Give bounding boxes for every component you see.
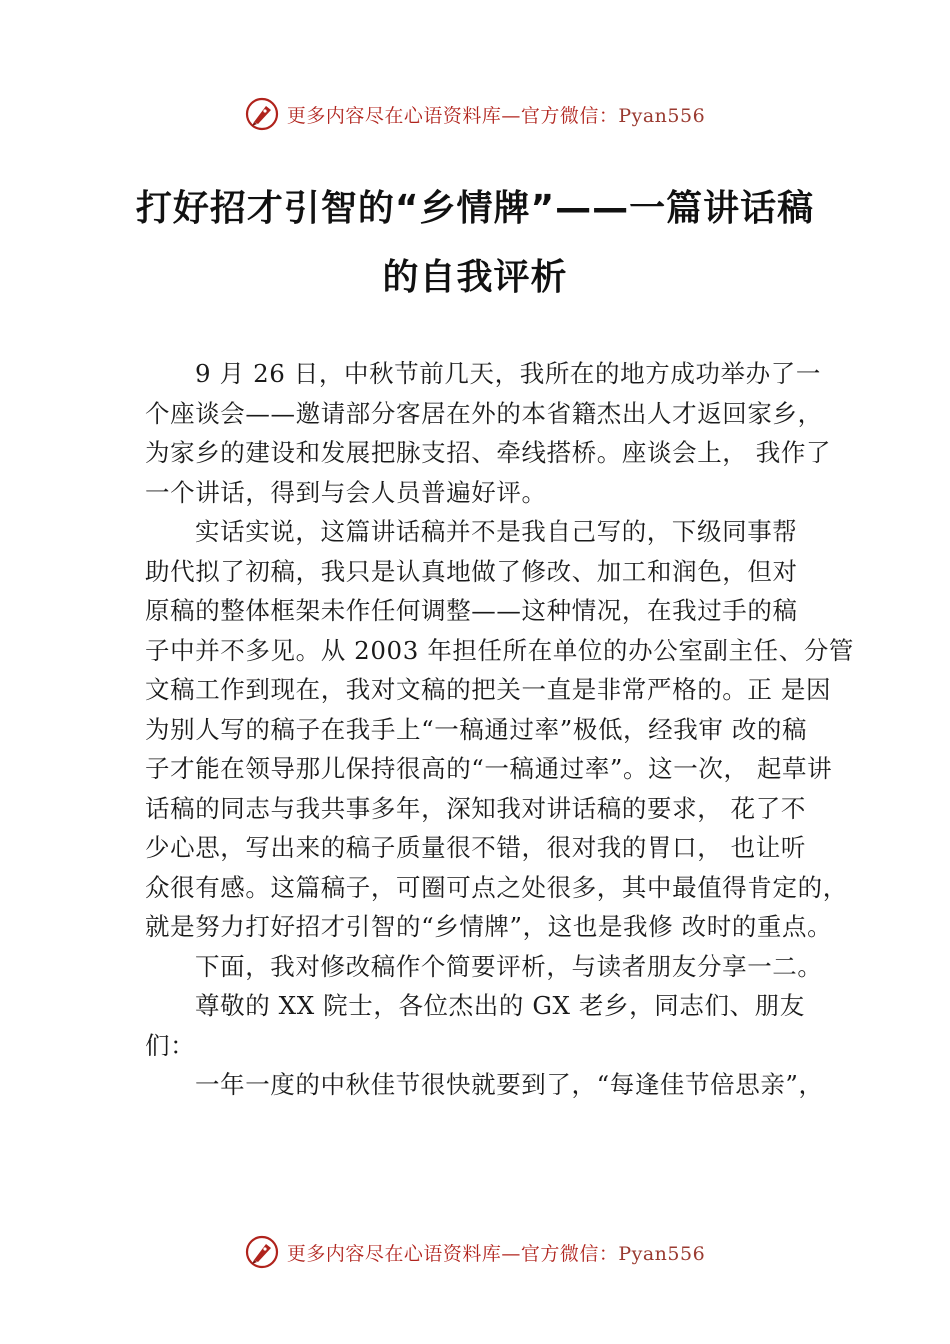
banner-label: 更多内容尽在心语资料库—官方微信： xyxy=(286,1242,619,1265)
body-line: 话稿的同志与我共事多年，深知我对讲话稿的要求， 花了不 xyxy=(145,793,806,823)
body-line: 众很有感。这篇稿子，可圈可点之处很多，其中最值得肯定的， xyxy=(145,872,848,902)
body-line: 为别人写的稿子在我手上“一稿通过率”极低，经我审 改的稿 xyxy=(145,714,808,744)
body-line: 尊敬的 XX 院士，各位杰出的 GX 老乡，同志们、朋友 xyxy=(195,991,805,1020)
banner-label: 更多内容尽在心语资料库—官方微信： xyxy=(286,104,619,127)
body-line: 文稿工作到现在，我对文稿的把关一直是非常严格的。正 是因 xyxy=(145,675,832,704)
pen-nib-logo-icon xyxy=(245,1235,279,1269)
body-line: 子才能在领导那儿保持很高的“一稿通过率”。这一次， 起草讲 xyxy=(145,754,833,783)
document-title-line-2: 的自我评析 xyxy=(382,257,568,298)
body-line: 原稿的整体框架未作任何调整——这种情况，在我过手的稿 xyxy=(145,596,798,625)
footer-banner xyxy=(0,1232,950,1272)
header-banner xyxy=(0,94,950,134)
body-line: 9 月 26 日，中秋节前几天，我所在的地方成功举办了一 xyxy=(195,359,821,388)
body-line: 一年一度的中秋佳节很快就要到了，“每逢佳节倍思亲”， xyxy=(195,1070,824,1099)
body-line: 助代拟了初稿，我只是认真地做了修改、加工和润色，但对 xyxy=(145,556,798,586)
wechat-id: Pyan556 xyxy=(618,104,706,127)
banner-text xyxy=(287,101,705,128)
banner-text xyxy=(287,1239,705,1266)
wechat-id: Pyan556 xyxy=(618,1242,706,1265)
pen-nib-logo-icon xyxy=(245,97,279,131)
body-line: 们： xyxy=(145,1030,196,1060)
document-body xyxy=(145,354,855,1105)
body-line: 为家乡的建设和发展把脉支招、牵线搭桥。座谈会上， 我作了 xyxy=(145,438,832,467)
body-line: 个座谈会——邀请部分客居在外的本省籍杰出人才返回家乡， xyxy=(145,398,823,428)
body-line: 少心思，写出来的稿子质量很不错，很对我的胃口， 也让听 xyxy=(145,833,806,862)
document-title-line-1: 打好招才引智的“乡情牌”——一篇讲话稿 xyxy=(135,188,815,229)
body-line: 子中并不多见。从 2003 年担任所在单位的办公室副主任、分管 xyxy=(145,635,855,665)
body-line: 就是努力打好招才引智的“乡情牌”，这也是我修 改时的重点。 xyxy=(145,912,833,941)
body-line: 实话实说，这篇讲话稿并不是我自己写的，下级同事帮 xyxy=(195,517,798,546)
body-line: 一个讲话，得到与会人员普遍好评。 xyxy=(145,477,547,507)
body-line: 下面，我对修改稿作个简要评析，与读者朋友分享一二。 xyxy=(195,951,823,981)
